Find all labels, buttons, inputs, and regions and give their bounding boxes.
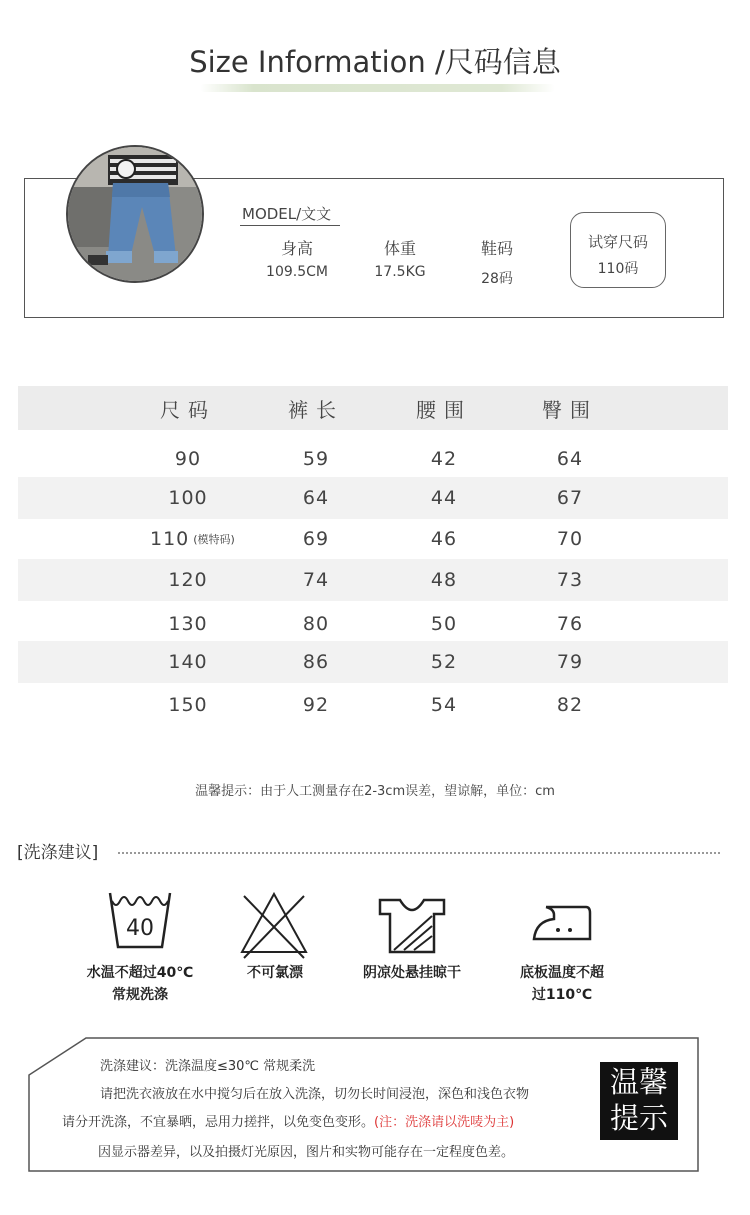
washing-dotted-divider: [118, 852, 720, 854]
header-length: 裤长: [288, 397, 344, 422]
wash-temp-line2: 常规洗涤: [112, 987, 168, 1003]
iron-temp-line2: 过110℃: [531, 987, 593, 1003]
hip-cell: 79: [556, 651, 584, 673]
table-row: [18, 603, 728, 645]
care-note-line4: 因显示器差异，以及拍摄灯光原因，图片和实物可能存在一定程度色差。: [98, 1145, 515, 1160]
length-cell: 86: [302, 651, 330, 673]
wash-temp-line1: 水温不超过40℃: [86, 965, 194, 981]
size-cell: 100: [168, 487, 208, 509]
hip-cell: 67: [556, 487, 584, 509]
care-note-red-remark: (注：洗涤请以洗唛为主): [374, 1115, 515, 1130]
length-cell: 64: [302, 487, 330, 509]
tryon-size-box: [570, 212, 666, 288]
size-value: 110: [150, 528, 190, 550]
header-size: 尺码: [160, 397, 216, 422]
model-photo: [66, 145, 204, 283]
size-cell: 120: [168, 569, 208, 591]
weight-value: 17.5KG: [374, 264, 426, 280]
size-table-header: [18, 386, 728, 430]
table-row: [18, 477, 728, 519]
model-size-tag: (模特码): [193, 533, 235, 546]
length-cell: 59: [302, 448, 330, 470]
height-label: 身高: [280, 239, 313, 258]
no-bleach-icon: [234, 888, 314, 968]
size-cell: 90: [174, 448, 202, 470]
table-row: [18, 518, 728, 560]
table-row: [18, 641, 728, 683]
care-note-line3: [62, 1111, 514, 1130]
iron-temp-label: [487, 962, 637, 1006]
waist-cell: 48: [430, 569, 458, 591]
waist-cell: 46: [430, 528, 458, 550]
waist-cell: 52: [430, 651, 458, 673]
hip-cell: 76: [556, 613, 584, 635]
hip-cell: 82: [556, 694, 584, 716]
warm-tip-badge: [600, 1062, 678, 1140]
care-note-line3-text: 请分开洗涤，不宜暴晒，忌用力搓拌，以免变色变形。: [62, 1115, 375, 1130]
height-value: 109.5CM: [266, 264, 328, 280]
page-title: Size Information /尺码信息: [189, 45, 561, 79]
page-title-wrap: [0, 40, 750, 81]
header-waist: 腰围: [416, 397, 472, 422]
waist-cell: 54: [430, 694, 458, 716]
care-note-line2: 请把洗衣液放在水中搅匀后在放入洗涤，切勿长时间浸泡，深色和浅色衣物: [100, 1087, 530, 1102]
wash-temp-label: [65, 962, 215, 1006]
tryon-size-label: 试穿尺码: [587, 233, 648, 251]
length-cell: 92: [302, 694, 330, 716]
iron-temp-line1: 底板温度不超: [520, 965, 604, 981]
washing-section-title: [洗涤建议]: [17, 843, 99, 863]
no-bleach-label: 不可氯漂: [247, 965, 303, 981]
weight-label: 体重: [383, 239, 416, 258]
hip-cell: 64: [556, 448, 584, 470]
hip-cell: 73: [556, 569, 584, 591]
length-cell: 69: [302, 528, 330, 550]
length-cell: 80: [302, 613, 330, 635]
waist-cell: 50: [430, 613, 458, 635]
size-cell: 140: [168, 651, 208, 673]
size-cell: 150: [168, 694, 208, 716]
table-row: [18, 559, 728, 601]
tryon-size-value: 110码: [597, 261, 639, 277]
shoe-size-label: 鞋码: [480, 239, 513, 258]
care-note-line1: 洗涤建议：洗涤温度≤30℃ 常规柔洗: [100, 1059, 316, 1074]
title-brush-stroke: [200, 84, 555, 92]
hang-dry-label: 阴凉处悬挂晾干: [363, 965, 461, 981]
length-cell: 74: [302, 569, 330, 591]
table-row: [18, 684, 728, 726]
model-label-underline: [240, 225, 340, 226]
warm-tip-badge-line2: 提示: [609, 1101, 668, 1135]
hip-cell: 70: [556, 528, 584, 550]
waist-cell: 44: [430, 487, 458, 509]
waist-cell: 42: [430, 448, 458, 470]
table-row: [18, 438, 728, 480]
wash-temp-number: 40: [126, 916, 154, 941]
warm-tip-badge-line1: 温馨: [609, 1065, 668, 1099]
measurement-tip: 温馨提示：由于人工测量存在2-3cm误差，望谅解，单位：cm: [195, 784, 555, 799]
header-hip: 臀围: [542, 397, 598, 422]
hang-dry-shade-icon: [372, 890, 452, 970]
wash-40-icon: [100, 885, 180, 965]
model-name-label: MODEL/文文: [242, 205, 332, 223]
shoe-size-value: 28码: [481, 271, 513, 287]
size-cell: 130: [168, 613, 208, 635]
